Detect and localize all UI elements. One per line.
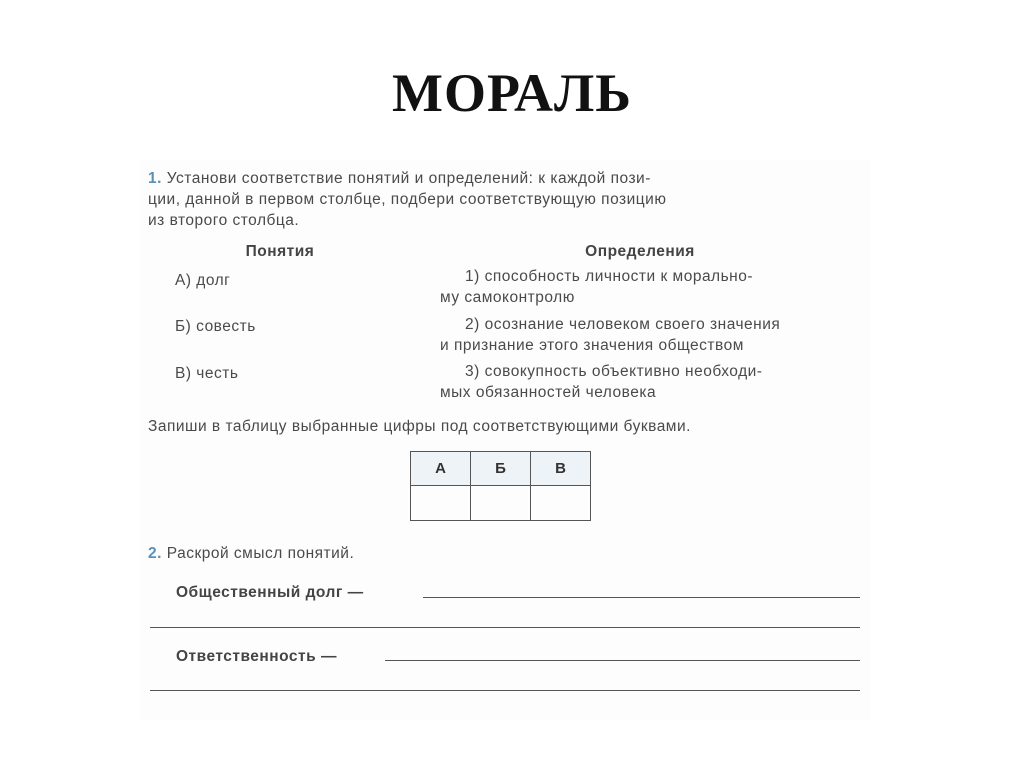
task1-line1 bbox=[148, 170, 651, 188]
answer-line-2[interactable] bbox=[150, 627, 860, 628]
answer-header-a: А bbox=[411, 452, 471, 486]
definition-1-line2: му самоконтролю bbox=[440, 289, 575, 306]
task1-text-line1: Установи соответствие понятий и определений: к каждой пози- bbox=[166, 170, 651, 187]
definition-3-line1: 3) совокупность объективно необходи- bbox=[465, 363, 763, 380]
answer-cell-a[interactable] bbox=[411, 486, 471, 521]
definition-3-line2: мых обязанностей человека bbox=[440, 384, 657, 401]
term-responsibility: Ответственность — bbox=[176, 648, 337, 665]
answer-line-4[interactable] bbox=[150, 690, 860, 691]
task1-text-line2: ции, данной в первом столбце, подбери соответствующую позицию bbox=[148, 191, 667, 208]
concept-c: В) честь bbox=[175, 365, 239, 382]
concept-b: Б) совесть bbox=[175, 318, 256, 335]
definitions-header: Определения bbox=[585, 243, 695, 260]
concept-a: А) долг bbox=[175, 272, 231, 289]
answer-header-b: Б bbox=[471, 452, 531, 486]
concepts-header: Понятия bbox=[245, 243, 315, 260]
task2-text: Раскрой смысл понятий. bbox=[166, 545, 355, 562]
worksheet bbox=[140, 160, 870, 720]
answer-table bbox=[410, 451, 591, 521]
task2-line bbox=[148, 545, 354, 563]
answer-line-1[interactable] bbox=[423, 597, 860, 598]
task2-number: 2. bbox=[148, 545, 162, 562]
task1-instruction: Запиши в таблицу выбранные цифры под соответствующими буквами. bbox=[148, 418, 691, 435]
answer-line-3[interactable] bbox=[385, 660, 860, 661]
task1-number: 1. bbox=[148, 170, 162, 187]
definition-2-line2: и признание этого значения обществом bbox=[440, 337, 744, 354]
definition-2-line1: 2) осознание человеком своего значения bbox=[465, 316, 781, 333]
task1-text-line3: из второго столбца. bbox=[148, 212, 300, 229]
term-public-duty: Общественный долг — bbox=[176, 584, 364, 601]
answer-cell-c[interactable] bbox=[531, 486, 591, 521]
answer-header-c: В bbox=[531, 452, 591, 486]
definition-1-line1: 1) способность личности к морально- bbox=[465, 268, 754, 285]
page-title: МОРАЛЬ bbox=[392, 63, 632, 123]
answer-cell-b[interactable] bbox=[471, 486, 531, 521]
